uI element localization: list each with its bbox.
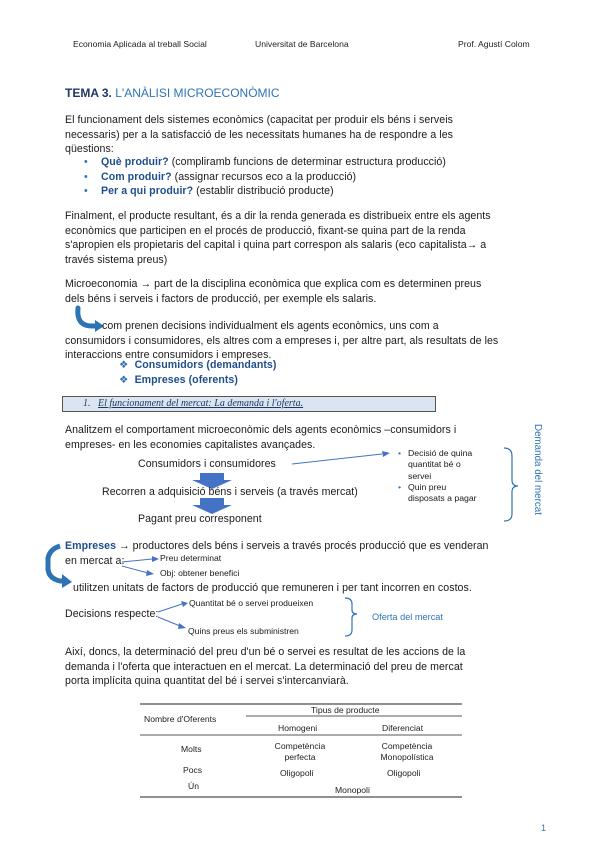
page-number: 1	[541, 823, 547, 833]
table-cell: Monopoli	[335, 785, 370, 795]
list-item: • Què produir? (compliramb funcions de determinar estructura producció)	[84, 156, 446, 168]
header-course: Economia Aplicada al treball Social	[73, 39, 207, 49]
brace-icon	[504, 448, 518, 521]
list-item: • Com produir? (assignar recursos eco a la producció)	[84, 170, 357, 183]
price-decision: Quins preus els subministren	[188, 626, 299, 636]
demand-label: Demanda del mercat	[532, 424, 543, 515]
table-row-label: Molts	[181, 744, 202, 754]
behaviour-paragraph: Analitzem el comportament microeconòmic dels agents econòmics –consumidors i empreses- en les economies capitalistes avançades.	[65, 424, 457, 451]
agents-paragraph: com prenen decisions individualment els agents econòmics, uns com a consumidors i consumidores, els altres com a empreses i, per altre part, als resultats de les interaccions entre consumidors i empreses.	[65, 320, 499, 362]
list-item: • Per a qui produir? (establir distribució producte)	[84, 185, 334, 198]
table-row-header: Nombre d'Oferents	[144, 714, 217, 724]
flow-step-acquire: Recorren a adquisició béns i serveis (a través mercat)	[102, 486, 358, 498]
flow-step-consumers: Consumidors i consumidores	[138, 458, 276, 470]
price-determination-paragraph: Així, doncs, la determinació del preu d'un bé o servei es resultat de les accions de la demanda i l'oferta que interactuen en el mercat. La determinació del preu de mercat porta implícita quina quantitat del bé i servei s'intercanviarà.	[65, 646, 466, 688]
table-col-homogeni: Homogeni	[278, 723, 318, 733]
table-row-label: Ún	[188, 781, 199, 791]
decisions-label: Decisions respecte:	[65, 608, 159, 620]
section-heading: 1. El funcionament del mercat: La demanda i l'oferta.	[62, 396, 436, 412]
objective-note: Obj: obtener benefici	[160, 568, 240, 578]
microeconomics-definition: Microeconomia → part de la disciplina econòmica que explica com es determinen preus dels béns i serveis i factors de producció, per exemple els salaris.	[65, 278, 482, 305]
offer-label: Oferta del mercat	[372, 612, 443, 622]
demand-notes: • Decisió de quina quantitat bé o servei • Quin preu disposats a pagar	[398, 448, 477, 504]
distribution-paragraph: Finalment, el producte resultant, és a dir la renda generada es distribueix entre els agents econòmics que participen en el procés de producció, fixant-se quina part de la renda s'apropien els propietaris del capital i quina part correspon als salaris (eco capitalista→ a través sistema preus)	[65, 210, 491, 266]
table-row-label: Pocs	[183, 765, 203, 775]
page-title: TEMA 3. L'ANÀLISI MICROECONÒMIC	[65, 86, 280, 100]
list-item: ❖ Consumidors (demandants)	[119, 359, 277, 371]
intro-paragraph: El funcionament dels sistemes econòmics (capacitat per produir els béns i serveis necessaris) per a la satisfacció de les necessitats humanes ha de respondre a les qüestions:	[65, 114, 453, 156]
table-col-group: Tipus de producte	[311, 705, 380, 715]
fixed-price-note: Preu determinat	[160, 553, 222, 563]
table-cell: Competència Monopolística	[380, 741, 434, 762]
brace-icon	[345, 598, 357, 636]
header-university: Universitat de Barcelona	[255, 39, 349, 49]
table-col-diferenciat: Diferenciat	[382, 723, 424, 733]
header-professor: Prof. Agustí Colom	[458, 39, 530, 49]
companies-paragraph: Empreses → productores dels béns i serveis a través procés producció que es venderan en mercat a:	[65, 540, 489, 567]
agents-list	[119, 358, 276, 387]
table-cell: Oligopoli	[280, 768, 314, 778]
quantity-decision: Quantitat bé o servei produeixen	[189, 598, 314, 608]
costs-line: utilitzen unitats de factors de producció que remuneren i per tant incorren en costos.	[73, 582, 472, 594]
list-item: ❖ Empreses (oferents)	[119, 373, 238, 386]
table-cell: Oligopoli	[387, 768, 421, 778]
table-cell: Competència perfecta	[274, 741, 326, 762]
bracket-icon	[48, 546, 64, 581]
flow-step-pay: Pagant preu corresponent	[138, 513, 262, 525]
